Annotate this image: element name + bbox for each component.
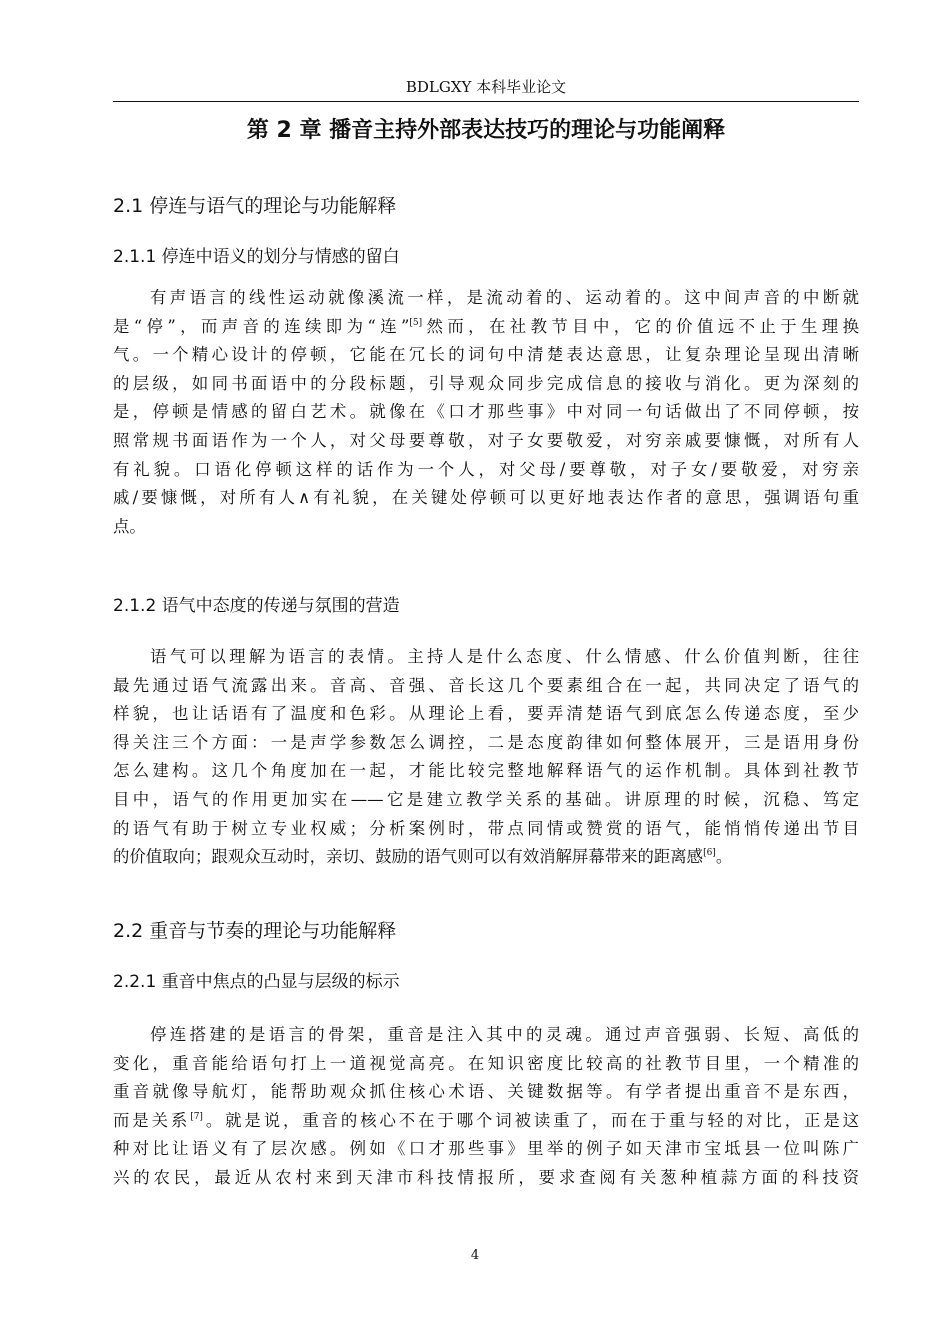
text-segment: 然而，在社教节目中，它的价值远不止于生理换 xyxy=(422,316,859,336)
text-segment: 而是关系 xyxy=(113,1110,191,1130)
text-line: 气。一个精心设计的停顿，它能在冗长的词句中清楚表达意思，让复杂理论呈现出清晰 xyxy=(113,345,859,365)
text-line: 有礼貌。口语化停顿这样的话作为一个人，对父母/要尊敬，对子女/要敬爱，对穷亲 xyxy=(113,459,859,479)
text-line: 照常规书面语作为一个人，对父母要尊敬，对子女要敬爱，对穷亲戚要慷慨，对所有人 xyxy=(113,430,859,450)
text-line: 兴的农民，最近从农村来到天津市科技情报所，要求查阅有关葱种植蒜方面的科技资 xyxy=(113,1167,859,1187)
chapter-title: 第 2 章 播音主持外部表达技巧的理论与功能阐释 xyxy=(246,118,726,143)
text-line xyxy=(113,843,859,872)
text-segment: 。 xyxy=(715,847,733,867)
text-line: 点。 xyxy=(113,516,146,536)
section-heading-2-1-1: 2.1.1 停连中语义的划分与情感的留白 xyxy=(113,247,400,267)
section-heading-2-2: 2.2 重音与节奏的理论与功能解释 xyxy=(113,920,397,942)
text-line: 语气可以理解为语言的表情。主持人是什么态度、什么情感、什么价值判断，往往 xyxy=(150,647,859,666)
text-line: 的语气有助于树立专业权威；分析案例时，带点同情或赞赏的语气，能悄悄传递出节目 xyxy=(113,818,859,838)
text-line: 戚/要慷慨，对所有人∧有礼貌，在关键处停顿可以更好地表达作者的意思，强调语句重 xyxy=(113,488,859,508)
paragraph-2-2-1 xyxy=(113,1021,859,1193)
text-segment: 是“停”，而声音的连续即为“连” xyxy=(113,316,410,336)
text-line xyxy=(113,313,859,342)
text-line: 停连搭建的是语言的骨架，重音是注入其中的灵魂。通过声音强弱、长短、高低的 xyxy=(150,1025,859,1044)
text-segment: 。就是说，重音的核心不在于哪个词被读重了，而在于重与轻的对比，正是这 xyxy=(202,1110,860,1130)
citation: [5] xyxy=(409,317,423,328)
header-rule xyxy=(113,101,859,102)
section-heading-2-2-1: 2.2.1 重音中焦点的凸显与层级的标示 xyxy=(113,972,400,992)
text-line: 目中，语气的作用更加实在——它是建立教学关系的基础。讲原理的时候，沉稳、笃定 xyxy=(113,789,859,809)
text-line xyxy=(113,1107,859,1136)
text-line: 得关注三个方面：一是声学参数怎么调控，二是态度韵律如何整体展开，三是语用身份 xyxy=(113,732,859,752)
page-number: 4 xyxy=(470,1248,480,1263)
paragraph-2-1-2 xyxy=(113,643,859,872)
text-line: 种对比让语义有了层次感。例如《口才那些事》里举的例子如天津市宝坻县一位叫陈广 xyxy=(113,1139,859,1159)
text-line: 的层级，如同书面语中的分段标题，引导观众同步完成信息的接收与消化。更为深刻的 xyxy=(113,373,859,393)
text-line: 变化，重音能给语句打上一道视觉高亮。在知识密度比较高的社教节目里，一个精准的 xyxy=(113,1053,859,1073)
citation: [7] xyxy=(190,1111,203,1122)
running-header: BDLGXY 本科毕业论文 xyxy=(405,78,567,96)
text-line: 样貌，也让话语有了温度和色彩。从理论上看，要弄清楚语气到底怎么传递态度，至少 xyxy=(113,704,859,724)
section-heading-2-1-2: 2.1.2 语气中态度的传递与氛围的营造 xyxy=(113,596,400,616)
text-line: 有声语言的线性运动就像溪流一样，是流动着的、运动着的。这中间声音的中断就 xyxy=(150,288,859,307)
text-line: 重音就像导航灯，能帮助观众抓住核心术语、关键数据等。有学者提出重音不是东西， xyxy=(113,1082,859,1102)
citation: [6] xyxy=(703,848,716,859)
paragraph-2-1-1 xyxy=(113,284,859,541)
text-segment: 的价值取向；跟观众互动时，亲切、鼓励的语气则可以有效消解屏幕带来的距离感 xyxy=(113,847,704,867)
text-line: 怎么建构。这几个角度加在一起，才能比较完整地解释语气的运作机制。具体到社教节 xyxy=(113,761,859,781)
text-line: 是，停顿是情感的留白艺术。就像在《口才那些事》中对同一句话做出了不同停顿，按 xyxy=(113,402,859,422)
section-heading-2-1: 2.1 停连与语气的理论与功能解释 xyxy=(113,195,397,217)
text-line: 最先通过语气流露出来。音高、音强、音长这几个要素组合在一起，共同决定了语气的 xyxy=(113,675,859,695)
